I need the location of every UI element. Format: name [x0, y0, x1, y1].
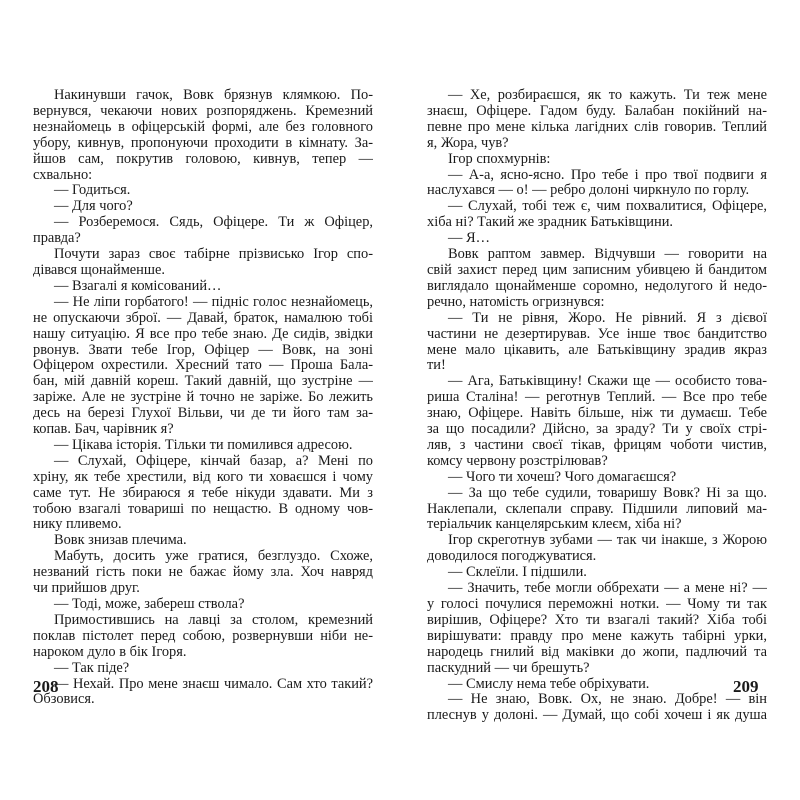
- text-line: Ігор спохмурнів:: [448, 151, 551, 167]
- text-line: ляв, з частини своєї тікав, фрицям чоботи чистив,: [427, 437, 767, 453]
- text-line: Офіцером охрестили. Хресний тато — Проша Бала-: [33, 358, 373, 374]
- text-line: речно, натомість огризнувся:: [427, 294, 605, 310]
- text-line: виглядало щонайменше соромно, недолугого й недо-: [427, 278, 767, 294]
- text-line: схвально:: [33, 167, 93, 183]
- text-line: паскудний — чи брешуть?: [427, 660, 590, 676]
- text-line: Накинувши гачок, Вовк брязнув клямкою. По-: [54, 88, 373, 103]
- text-line: Почути зараз своє табірне прізвисько Ігор спо-: [54, 247, 373, 263]
- text-line: хіба ні? Такий же зрадник Батьківщини.: [427, 215, 674, 231]
- text-line: хріну, як тебе хрестили, від кого ти ховаєшся і чому: [33, 469, 373, 485]
- text-line: Вовк раптом завмер. Відчувши — говорити на: [448, 247, 767, 263]
- text-line: — Годиться.: [54, 183, 131, 199]
- text-line: за що посадили? Дійсно, за зраду? Ти у своїх стрі-: [427, 422, 767, 438]
- text-line: — Хе, розбираєшся, як то кажуть. Ти теж мене: [448, 88, 767, 103]
- text-line: — Цікава історія. Тільки ти помилився адресою.: [54, 437, 353, 453]
- text-line: чи прийшов друг.: [33, 581, 140, 597]
- text-line: Обзовися.: [33, 692, 95, 708]
- text-line: убору, кивнув, пропонуючи проходити в кімнату. За-: [33, 135, 373, 151]
- text-line: поклав пістолет перед собою, розвернувши ніби не-: [33, 628, 373, 644]
- text-line: вирішив, Офіцере? Хто ти взагалі такий? Хіба тобі: [427, 612, 767, 628]
- text-line: — Для чого?: [54, 199, 133, 215]
- text-line: — Взагалі я комісований…: [54, 278, 222, 294]
- text-line: вирішувати: правду про мене кажуть табірні урки,: [427, 628, 767, 644]
- text-line: ти!: [427, 358, 446, 374]
- text-line: тобою взагалі товариші по нещастю. В одному чов-: [33, 501, 373, 517]
- right-page-number: 209: [733, 677, 759, 696]
- text-line: доводилося погоджуватися.: [427, 549, 597, 565]
- text-line: — Значить, тебе могли оббрехати — а мене ні? —: [448, 581, 767, 597]
- text-line: теріальчик канцелярським клеєм, хіба ні?: [427, 517, 682, 533]
- text-line: саме тут. Не збираюся я тебе нікуди здавати. Ми з: [33, 485, 373, 501]
- text-line: — Чого ти хочеш? Чого домагаєшся?: [448, 469, 677, 485]
- text-line: — Не ліпи горбатого! — підніс голос незнайомець,: [54, 294, 373, 310]
- text-line: нароком дуло в бік Ігоря.: [33, 644, 187, 660]
- text-line: десь на березі Глухої Вільви, чи де ти його там за-: [33, 406, 373, 422]
- text-line: рвонув. Звати тебе Ігор, Офіцер — Вовк, на зоні: [33, 342, 373, 358]
- text-line: йшов сам, покрутив головою, кивнув, тепер —: [33, 151, 373, 167]
- text-line: вернувся, чекаючи нових розпоряджень. Кремезний: [33, 103, 373, 119]
- text-line: — Так піде?: [54, 660, 130, 676]
- text-line: Ігор скреготнув зубами — так чи інакше, з Жорою: [448, 533, 767, 549]
- text-line: — Розберемося. Сядь, Офіцере. Ти ж Офіцер,: [54, 215, 373, 231]
- text-line: риша Сталіна! — реготнув Теплий. — Все про тебе: [427, 390, 767, 406]
- text-line: — Не знаю, Вовк. Ох, не знаю. Добре! — він: [448, 692, 767, 708]
- text-line: — Слухай, тобі теж є, чим похвалитися, Офіцере,: [448, 199, 767, 215]
- text-line: — Смислу нема тебе обріхувати.: [448, 676, 650, 692]
- text-line: у голосі почулися переможні нотки. — Чому ти так: [427, 597, 767, 612]
- text-line: комсу червону розстрілював?: [427, 453, 608, 469]
- text-line: — Склеїли. І підшили.: [448, 565, 587, 581]
- text-line: — Ти не рівня, Жоро. Не рівний. Я з дієвої: [448, 310, 767, 326]
- text-line: незнайомець в офіцерській формі, але без головного: [33, 119, 373, 135]
- text-line: знаєш, Офіцере. Гадом буду. Балабан покійний на-: [427, 103, 767, 119]
- text-line: народець гнилий від маківки до жопи, падлючий та: [427, 644, 767, 660]
- text-line: бан, мій давній кореш. Такий давній, що зустріне —: [33, 374, 373, 390]
- text-line: — За що тебе судили, товаришу Вовк? Ні за що.: [448, 485, 767, 501]
- text-line: — А-а, ясно-ясно. Про тебе і про твої подвиги я: [448, 167, 767, 183]
- text-line: — Я…: [448, 231, 490, 247]
- left-page: [33, 88, 373, 728]
- text-line: дівався щонайменше.: [33, 262, 165, 278]
- text-line: — Слухай, Офіцере, кінчай базар, а? Мені по: [54, 453, 373, 469]
- text-line: незваний гість поки не бажає йому зла. Хоч навряд: [33, 565, 373, 581]
- text-line: копав. Бач, чарівник я?: [33, 422, 174, 438]
- text-line: наслухався — о! — ребро долоні чиркнуло по горлу.: [427, 183, 750, 199]
- text-line: заріже. Але не зустріне й точно не заріже. Бо лежить: [33, 390, 373, 406]
- text-line: — Нехай. Про мене знаєш чимало. Сам хто такий?: [54, 676, 373, 692]
- text-line: плеснув у долоні. — Думай, що собі хочеш і як душа: [427, 708, 767, 724]
- text-line: я, Жора, чув?: [427, 135, 509, 151]
- text-line: мене мало цікавить, але Батьківщину зрадив якраз: [427, 342, 767, 358]
- text-line: нашу ситуацію. Я все про тебе знаю. Де сидів, звідки: [33, 326, 373, 342]
- text-line: нику пливемо.: [33, 517, 122, 533]
- text-line: — Ага, Батьківщину! Скажи ще — особисто това-: [448, 374, 767, 390]
- text-line: Мабуть, досить уже гратися, безглуздо. Схоже,: [54, 549, 373, 565]
- text-line: Наклепали, склепали справу. Підшили липовий ма-: [427, 501, 767, 517]
- text-line: знаю, Офіцере. Навіть більше, ніж ти думаєш. Тебе: [427, 406, 767, 422]
- text-line: правда?: [33, 231, 81, 247]
- right-page-text: [427, 88, 767, 724]
- text-line: — Тоді, може, забереш ствола?: [54, 597, 245, 612]
- right-page: [427, 88, 767, 728]
- text-line: не опускаючи зброї. — Давай, браток, намалюю тобі: [33, 310, 373, 326]
- text-line: Вовк знизав плечима.: [54, 533, 187, 549]
- text-line: Примостившись на лавці за столом, кремезний: [54, 612, 373, 628]
- left-page-text: [33, 88, 373, 708]
- left-page-number: 208: [33, 677, 59, 696]
- text-line: частини не дезертирував. Усе інше твоє бандитство: [427, 326, 767, 342]
- text-line: свій захист перед цим записним убивцею й бандитом: [427, 262, 767, 278]
- text-line: певне про мене кілька лагідних слів говорив. Теплий: [427, 119, 767, 135]
